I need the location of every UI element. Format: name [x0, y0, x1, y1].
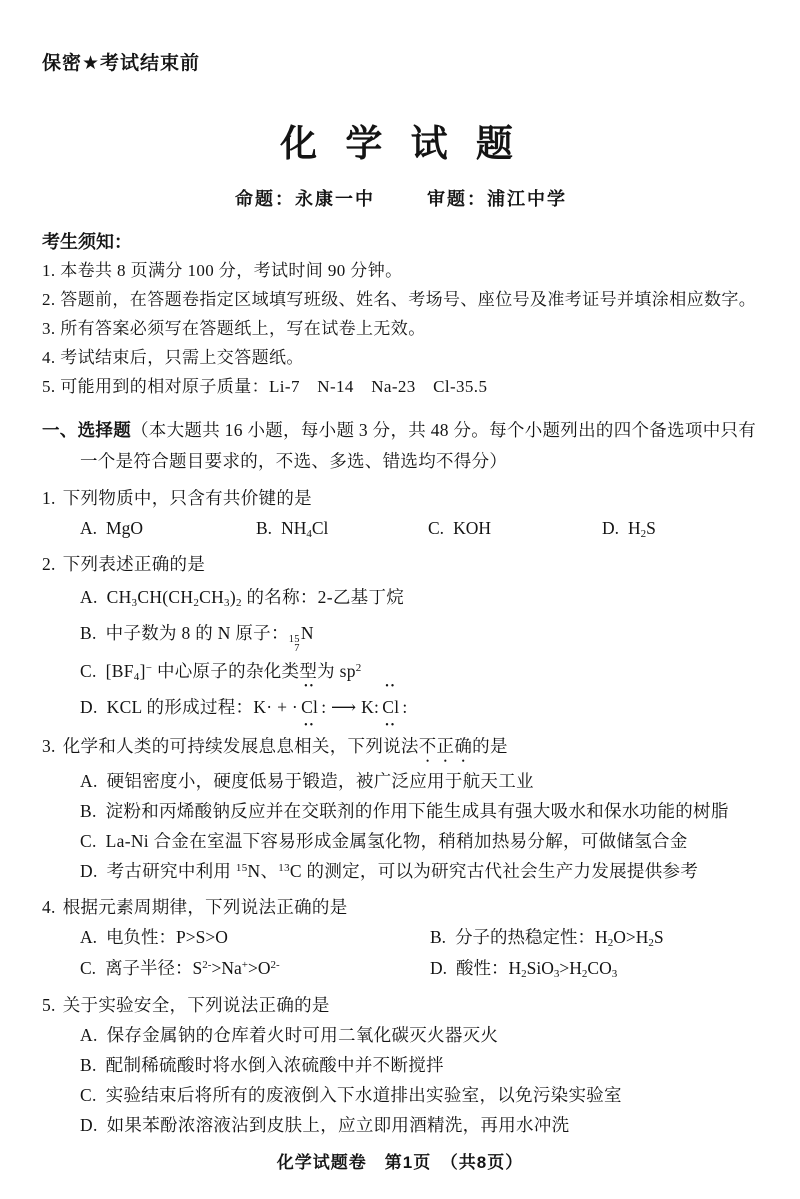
option-B [256, 513, 428, 543]
section-heading [42, 415, 760, 477]
option-label: C. [80, 831, 97, 852]
option-A [80, 922, 430, 953]
byline [42, 185, 760, 211]
question-stem [42, 483, 760, 513]
emphasized-text: 不正确 [418, 736, 473, 757]
question-stem-text: 化学和人类的可持续发展息息相关，下列说法不正确的是 [62, 736, 508, 757]
question-stem-text: 下列表述正确的是 [62, 554, 206, 575]
option-text: 考古研究中利用 $^{15}$N、$^{13}$C 的测定，可以为研究古代社会生产力发展提供参考 [106, 861, 699, 882]
option-text: 如果苯酚浓溶液沾到皮肤上，应立即用酒精洗，再用水冲洗 [106, 1115, 570, 1136]
option-label: A. [80, 927, 98, 948]
question-stem [42, 731, 760, 766]
section-desc: （本大题共 16 小题，每小题 3 分，共 48 分。每个小题列出的四个备选项中只有一个是符合题目要求的，不选、多选、错选均不得分） [80, 420, 757, 472]
page-footer: 化学试题卷 第1页 （共8页） [276, 1153, 524, 1172]
option-A [80, 1020, 760, 1050]
option-text: 分子的热稳定性：$H_2O>H_2S$ [455, 927, 664, 950]
notice-item-4: 4. 考试结束后，只需上交答题纸。 [42, 348, 304, 368]
question-4 [42, 892, 760, 984]
page-title: 化 学 试 题 [280, 123, 522, 164]
question-stem [42, 990, 760, 1020]
section-label: 一、选择题 [42, 420, 131, 441]
option-label: D. [430, 958, 448, 979]
byline-reviewer: 审题：浦江中学 [427, 189, 567, 210]
question-5 [42, 990, 760, 1140]
option-text: $H_2S$ [628, 518, 656, 541]
lewis-structure-atom: •• •• Cl [301, 681, 319, 732]
option-label: A. [80, 518, 98, 539]
question-number: 3. [42, 736, 56, 757]
option-C [80, 953, 430, 984]
option-label: A. [80, 1025, 98, 1046]
question-number: 1. [42, 488, 56, 509]
option-label: A. [80, 771, 98, 792]
question-number: 5. [42, 995, 56, 1016]
option-group [42, 1020, 760, 1140]
option-D [602, 513, 760, 543]
option-label: D. [602, 518, 620, 539]
option-C [80, 826, 760, 856]
option-text: 实验结束后将所有的废液倒入下水道排出实验室，以免污染实验室 [105, 1085, 622, 1106]
question-list [42, 483, 760, 1140]
option-C [80, 653, 760, 689]
option-label: D. [80, 697, 98, 718]
option-label: C. [80, 958, 97, 979]
question-stem-text: 关于实验安全，下列说法正确的是 [62, 995, 330, 1016]
byline-setter: 命题：永康一中 [235, 189, 375, 210]
option-text: 电负性：P>S>O [106, 927, 228, 948]
question-stem-text: 下列物质中，只含有共价键的是 [62, 488, 312, 509]
option-label: B. [430, 927, 447, 948]
option-group [42, 579, 760, 732]
option-text: $CH_3CH(CH_2CH_3)_2$ 的名称：2-乙基丁烷 [106, 587, 405, 610]
question-stem-text: 根据元素周期律，下列说法正确的是 [62, 897, 348, 918]
notice-item-5: 5. 可能用到的相对原子质量：Li-7 N-14 Na-23 Cl-35.5 [42, 377, 488, 397]
option-text: $[BF_4]^-$ 中心原子的杂化类型为 $sp^2$ [105, 661, 362, 684]
lewis-structure-atom: •• •• Cl [382, 681, 400, 732]
option-A [80, 579, 760, 615]
option-text: 配制稀硫酸时将水倒入浓硫酸中并不断搅拌 [105, 1055, 444, 1076]
option-B [80, 796, 760, 826]
option-A [80, 513, 256, 543]
option-group [42, 766, 760, 886]
option-label: B. [256, 518, 273, 539]
question-stem [42, 892, 760, 922]
question-stem [42, 549, 760, 579]
option-C [80, 1080, 760, 1110]
option-D [80, 856, 760, 886]
option-text: 离子半径：$S^{2-}>Na^+>O^{2-}$ [105, 958, 280, 979]
option-label: B. [80, 801, 97, 822]
option-group [42, 922, 760, 984]
notice-item-3: 3. 所有答案必须写在答题纸上，写在试卷上无效。 [42, 319, 426, 339]
option-label: D. [80, 1115, 98, 1136]
option-text: 中子数为 8 的 N 原子： 15 7 N [105, 623, 314, 655]
option-label: D. [80, 861, 98, 882]
notice-list [42, 256, 760, 401]
candidate-notice [42, 229, 760, 401]
option-label: C. [80, 1085, 97, 1106]
question-3 [42, 731, 760, 886]
option-text: $NH_4Cl$ [281, 518, 329, 541]
option-B [430, 922, 760, 953]
option-D [80, 1110, 760, 1140]
option-text: 硬铝密度小，硬度低易于锻造，被广泛应用于航天工业 [106, 771, 534, 792]
option-label: B. [80, 1055, 97, 1076]
option-group [42, 513, 760, 543]
notice-item-1: 1. 本卷共 8 页满分 100 分，考试时间 90 分钟。 [42, 261, 403, 281]
question-2 [42, 549, 760, 732]
question-1 [42, 483, 760, 543]
question-number: 2. [42, 554, 56, 575]
option-A [80, 766, 760, 796]
option-B [80, 615, 760, 653]
option-D [430, 953, 760, 984]
option-text: KCL 的形成过程：K· + · •• •• Cl : ⟶ K: •• •• Cl : [106, 681, 408, 732]
option-text: 淀粉和丙烯酸钠反应并在交联剂的作用下能生成具有强大吸水和保水功能的树脂 [105, 801, 729, 822]
notice-heading: 考生须知： [42, 232, 132, 253]
option-B [80, 1050, 760, 1080]
option-text: MgO [106, 518, 143, 539]
option-text: 保存金属钠的仓库着火时可用二氧化碳灭火器灭火 [106, 1025, 499, 1046]
option-label: C. [428, 518, 445, 539]
option-label: C. [80, 661, 97, 682]
option-text: 酸性：$H_2SiO_3>H_2CO_3$ [456, 958, 618, 981]
option-label: A. [80, 587, 98, 608]
question-number: 4. [42, 897, 56, 918]
isotope-stack: 15 7 [288, 634, 300, 655]
option-D [80, 681, 760, 732]
notice-item-2: 2. 答题前，在答题卷指定区域填写班级、姓名、考场号、座位号及准考证号并填涂相应数字。 [42, 290, 757, 310]
option-text: KOH [453, 518, 491, 539]
option-text: La-Ni 合金在室温下容易形成金属氢化物，稍稍加热易分解，可做储氢合金 [105, 831, 688, 852]
option-label: B. [80, 623, 97, 644]
security-notice: 保密★考试结束前 [42, 53, 201, 74]
option-C [428, 513, 602, 543]
